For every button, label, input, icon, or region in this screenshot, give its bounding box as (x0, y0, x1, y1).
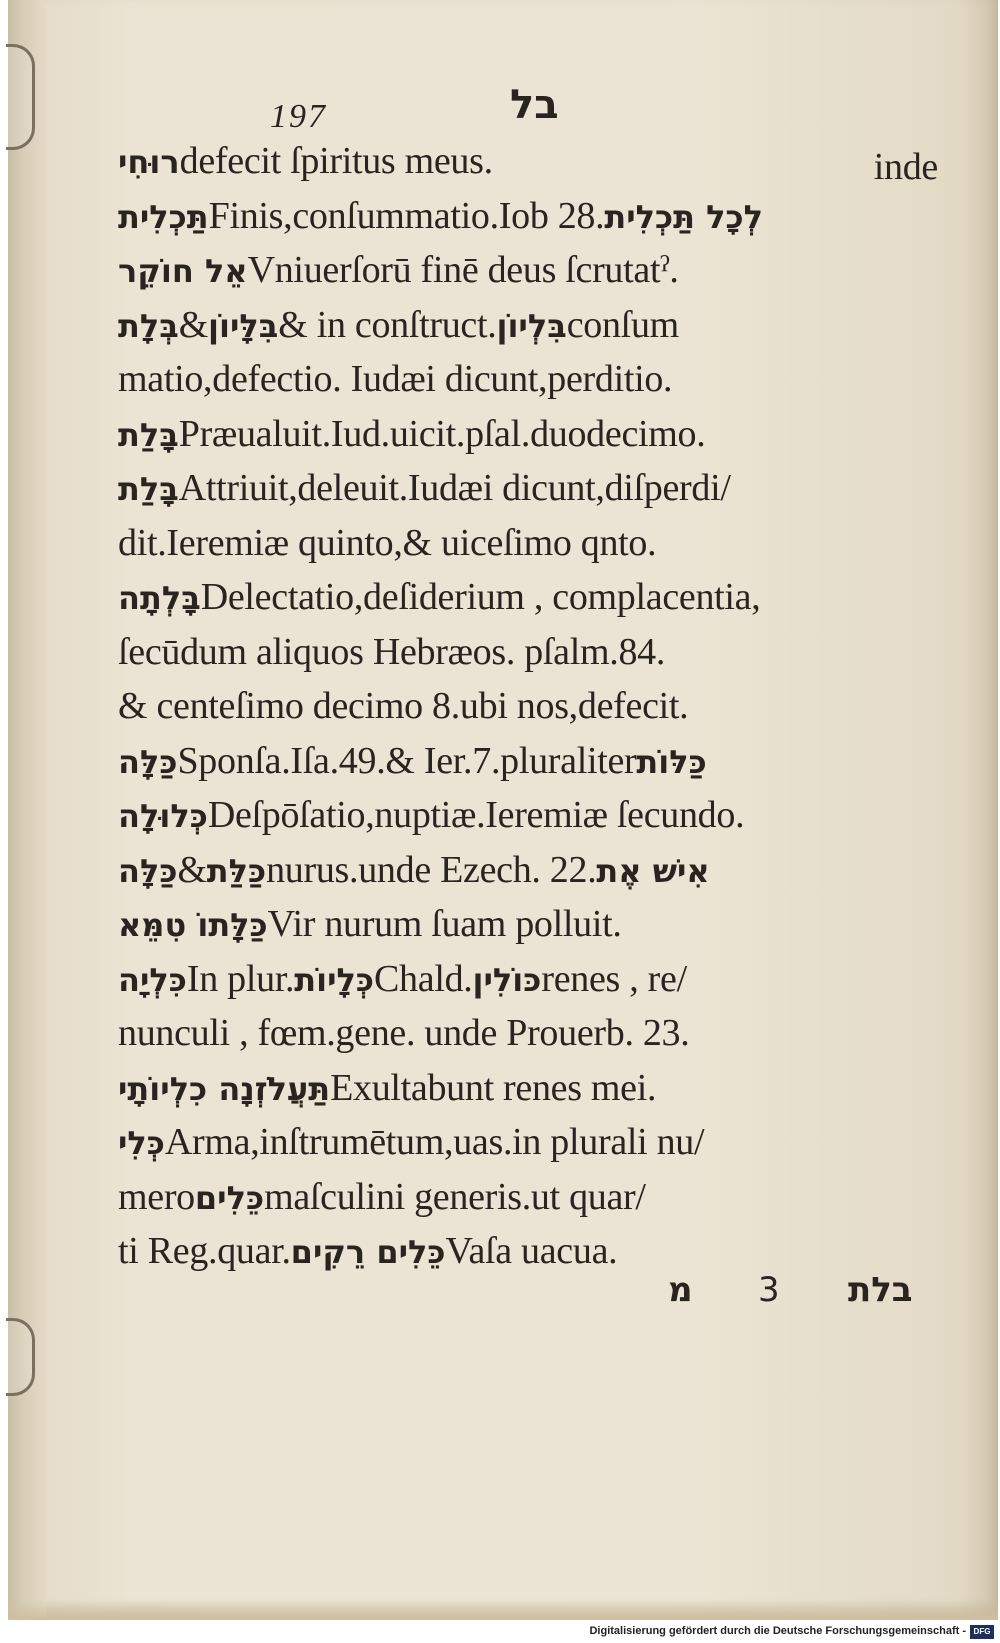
catch-line (668, 1268, 928, 1318)
text-line (118, 407, 938, 462)
latin-text: conſum (566, 303, 679, 346)
clip-marker (6, 1318, 35, 1396)
hebrew-word: אִישׁ אֶת (596, 851, 710, 890)
latin-text: & centeſimo decimo 8.ubi nos,defecit. (118, 685, 689, 727)
hebrew-word: כַּלַּת (206, 851, 267, 890)
hebrew-word: בָּלַת (118, 415, 179, 454)
hebrew-word: תַּעֲלֹזְנָה כִלְיוֹתָי (118, 1069, 331, 1108)
latin-text: Deſpōſatio,nuptiæ.Ieremiæ ſecundo. (207, 794, 745, 836)
hebrew-word: בָּלַת (118, 470, 179, 508)
latin-text: maſculini generis.ut quar/ (264, 1175, 646, 1218)
latin-text: dit.Ieremiæ quinto,& uiceſimo qnto. (118, 521, 657, 564)
hebrew-word: כִּלְיָה (118, 960, 187, 999)
latin-text: Finis,conſummatio.Iob 28. (208, 194, 605, 237)
text-line (118, 298, 938, 353)
text-line (118, 843, 938, 898)
hebrew-word: בָּלְתָה (118, 579, 201, 617)
text-line (118, 1170, 938, 1225)
text-line (118, 897, 938, 952)
text-line (118, 352, 938, 407)
hebrew-word: כַּלָּתוֹ טִמֵּא (118, 906, 268, 944)
hebrew-word: כַּלָּה (118, 742, 178, 781)
latin-text: Sponſa.Iſa.49.& Ier.7.pluraliter (177, 739, 637, 782)
text-line (118, 243, 938, 298)
footer-bar (0, 1622, 1000, 1643)
text-line (118, 1061, 938, 1116)
latin-text: matio,defectio. Iudæi dicunt,perditio. (118, 358, 673, 400)
latin-text: defecit ſpiritus meus. (179, 140, 493, 182)
text-line (118, 1006, 938, 1061)
latin-text: & (177, 848, 207, 891)
latin-text: Exultabunt renes mei. (330, 1066, 657, 1109)
folio-number: 197 (270, 98, 327, 135)
latin-text: & (178, 303, 208, 346)
hebrew-word: אֵל חוֹקֵר (118, 252, 248, 290)
latin-text: nunculi , fœm.gene. unde Prouerb. 23. (118, 1012, 690, 1054)
latin-text: ti Reg.quar. (118, 1230, 291, 1272)
text-line (118, 625, 938, 680)
hebrew-word: כַּלּוֹת (636, 742, 707, 781)
dfg-logo: DFG (970, 1625, 994, 1639)
latin-text: In plur. (186, 957, 295, 1000)
catchword: בלת (848, 1270, 913, 1310)
clip-marker (6, 44, 35, 150)
latin-text: Præualuit.Iud.uicit.pſal.duodecimo. (178, 412, 706, 455)
text-line (118, 679, 938, 734)
latin-text: mero (118, 1175, 195, 1218)
latin-text: Chald. (374, 957, 473, 1000)
hebrew-word: כַּלָּה (118, 851, 178, 890)
page-shadow (8, 1600, 998, 1620)
page-header (270, 80, 610, 135)
book-page (8, 0, 998, 1620)
hebrew-word: בְּלָת (118, 306, 179, 345)
text-line (118, 461, 938, 516)
hebrew-word: כְּלוּלָה (118, 797, 208, 835)
text-line (118, 734, 938, 789)
hebrew-word: כּוֹלִין (472, 960, 542, 999)
hebrew-word: רוּחִי (118, 143, 180, 181)
text-line (118, 134, 938, 189)
latin-text: & in conſtruct. (278, 303, 497, 346)
latin-text: Vir nurum ſuam polluit. (267, 903, 622, 945)
hebrew-word: בִּלָּיוֹן (208, 306, 279, 345)
signature-letter: מ (668, 1270, 693, 1310)
body-text (118, 134, 938, 1279)
hebrew-word: כְּלִי (118, 1124, 165, 1162)
latin-text: ſecūdum aliquos Hebræos. pſalm.84. (118, 630, 666, 673)
funding-credit: Digitalisierung gefördert durch die Deutsche Forschungsgemeinschaft - (589, 1625, 966, 1637)
hebrew-word: בִּלְיוֹן (496, 306, 567, 345)
text-line (118, 570, 938, 625)
latin-text: Vaſa uacua. (445, 1230, 618, 1272)
latin-text: Attriuit,deleuit.Iudæi dicunt,diſperdi/ (178, 467, 731, 509)
text-line (118, 1115, 938, 1170)
text-line (118, 952, 938, 1007)
latin-text: renes , re/ (541, 957, 687, 1000)
signature-number: 3 (758, 1270, 780, 1310)
text-line (118, 189, 938, 244)
hebrew-word: כֵּלִים רֵקִים (290, 1233, 446, 1271)
latin-text: Delectatio,deſiderium , complacentia, (200, 576, 761, 618)
running-head: בל (510, 82, 559, 128)
text-line (118, 788, 938, 843)
latin-text: nurus.unde Ezech. 22. (266, 848, 597, 891)
hebrew-word: תַּכְלִית (118, 197, 209, 236)
hebrew-word: כֵּלִים (194, 1178, 265, 1217)
text-line (118, 516, 938, 571)
hebrew-word: לְכָל תַּכְלִית (604, 197, 763, 236)
latin-text: Arma,inſtrumētum,uas.in plurali nu/ (164, 1121, 705, 1163)
latin-text: inde (873, 146, 938, 188)
latin-text: Vniuerſorū finē deus ſcrutatˀ. (247, 249, 679, 291)
hebrew-word: כְּלָיוֹת (294, 960, 375, 999)
